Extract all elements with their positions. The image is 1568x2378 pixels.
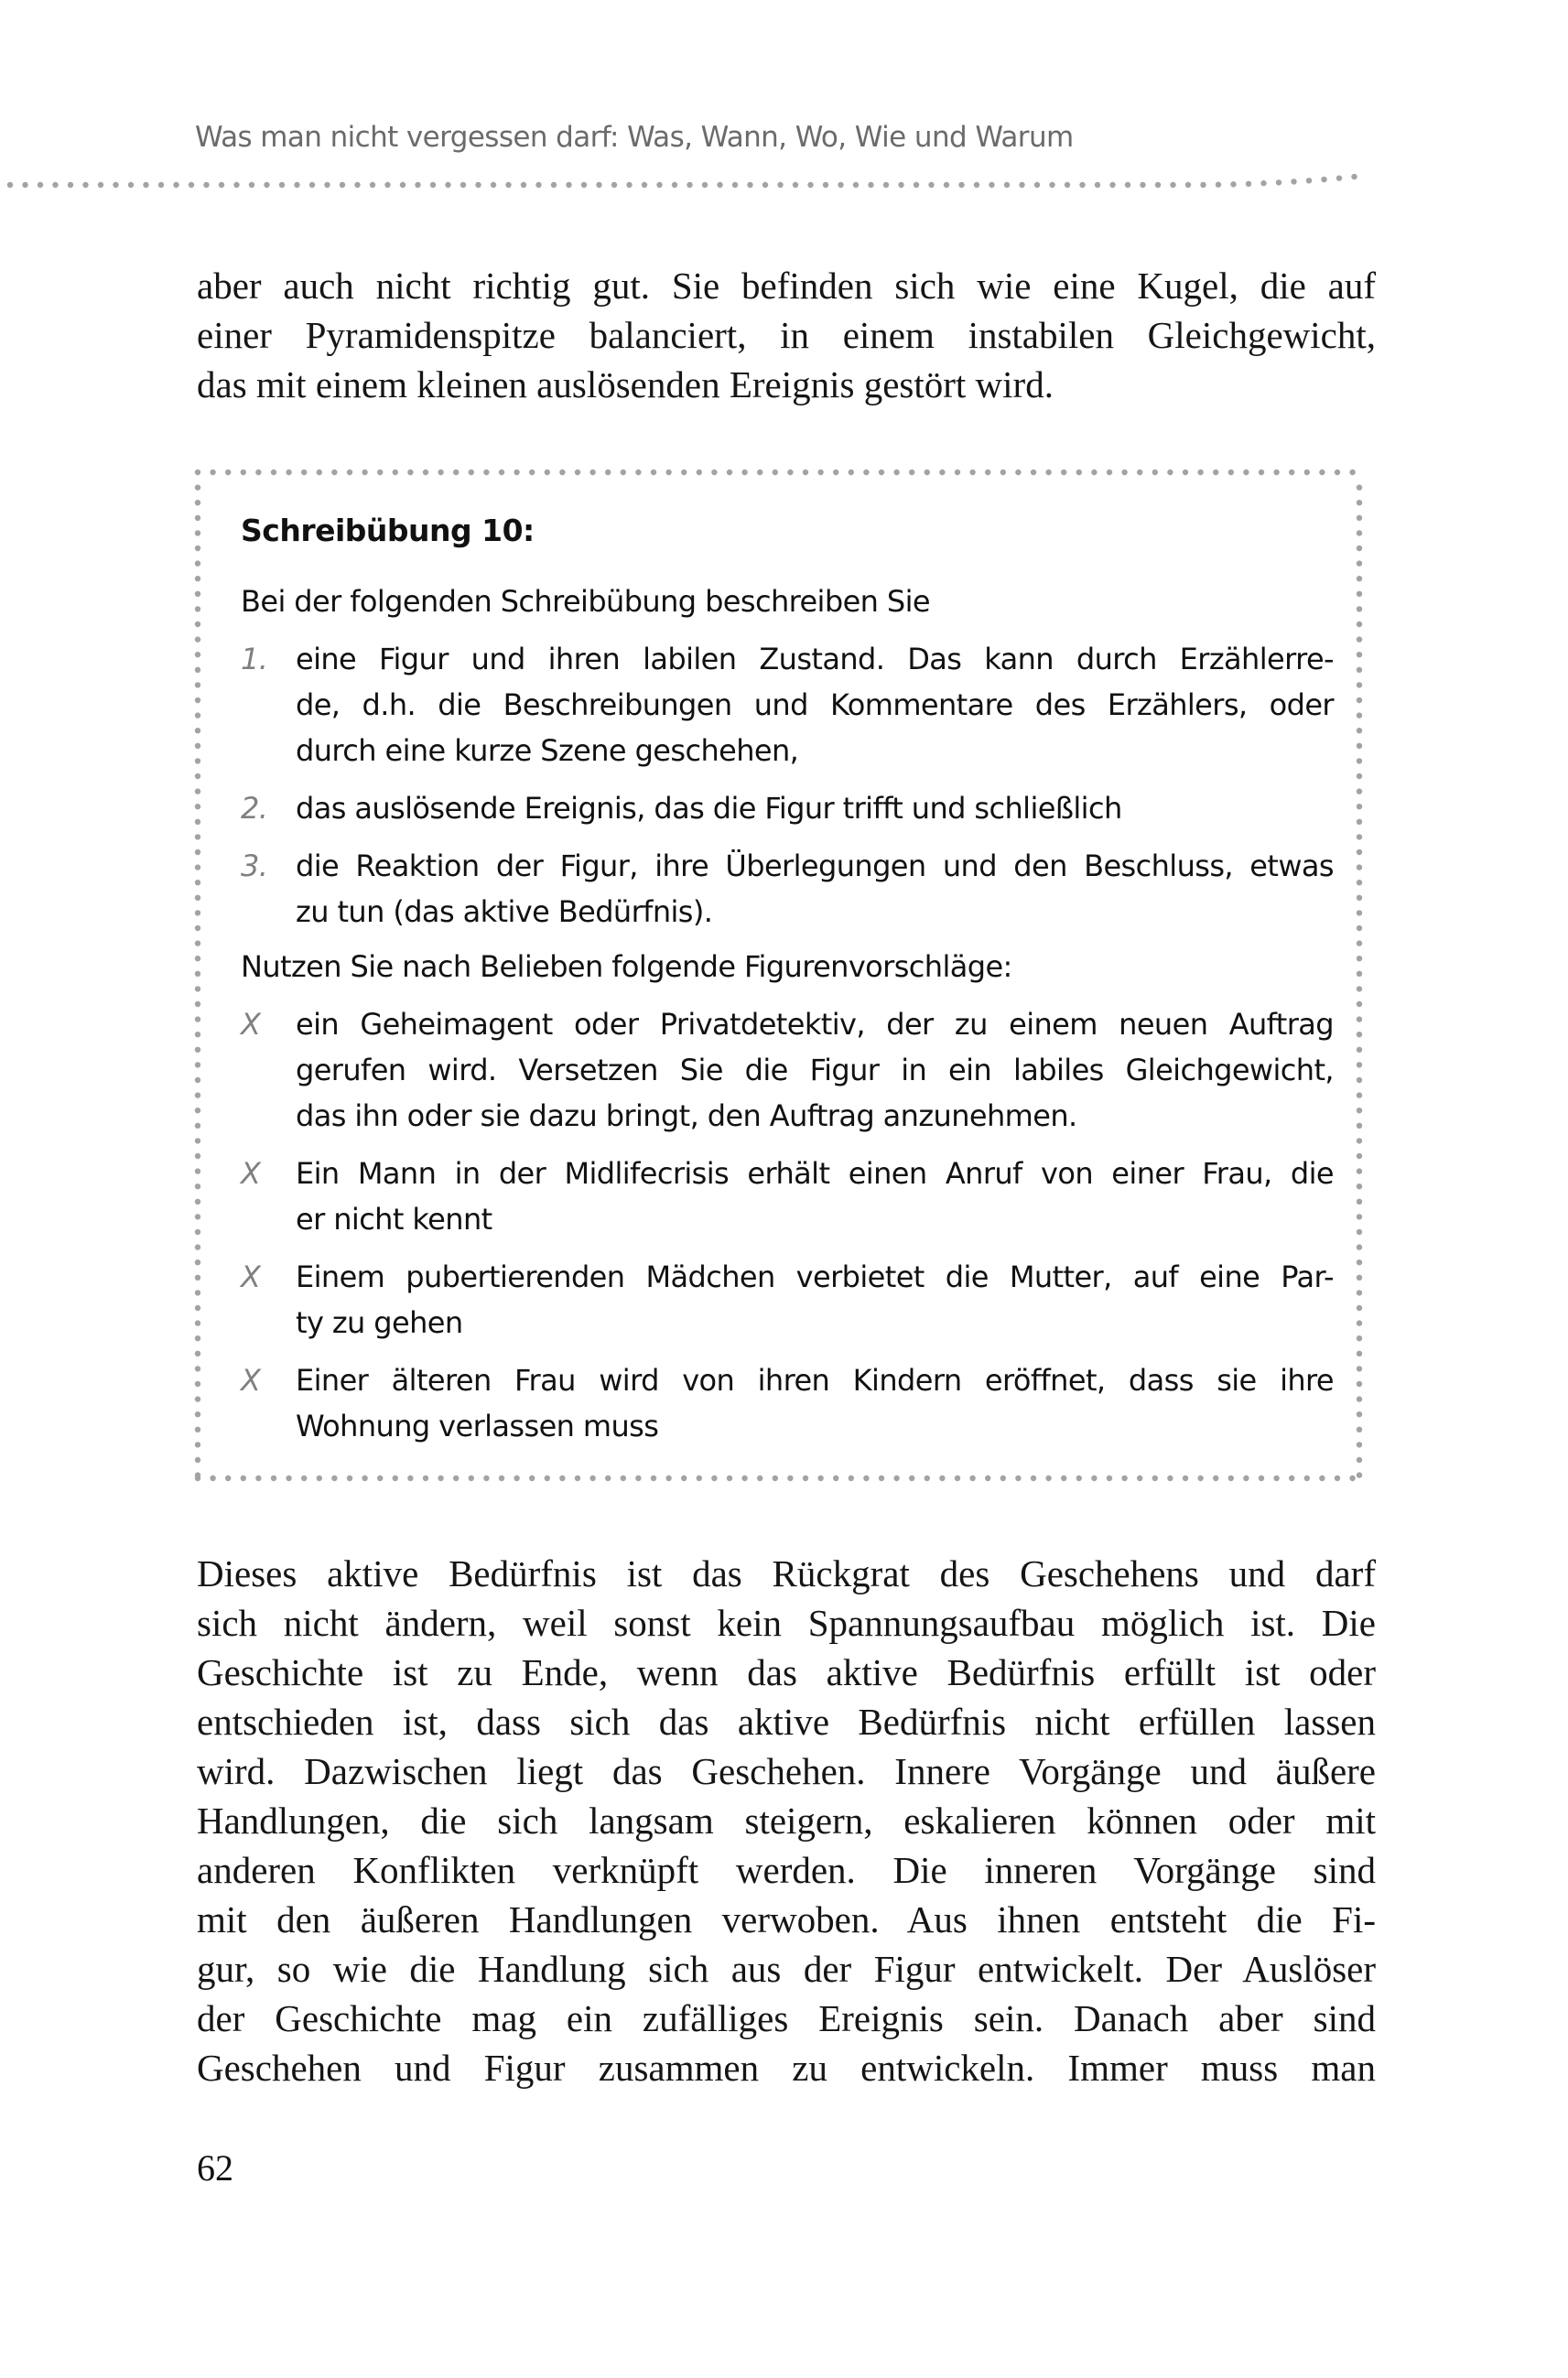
text-line: aber auch nicht richtig gut. Sie befinden sich wie eine Kugel, die auf	[197, 265, 1376, 307]
text-line: ein Geheimagent oder Privatdetektiv, der zu einem neuen Auftrag	[296, 1007, 1334, 1042]
text-line: einer Pyramidenspitze balanciert, in einem instabilen Gleichgewicht,	[197, 314, 1376, 356]
text-line: anderen Konflikten verknüpft werden. Die inneren Vorgänge sind	[197, 1849, 1376, 1891]
suggestion-item	[241, 1254, 1334, 1346]
text-line: Geschehen und Figur zusammen zu entwickeln. Immer muss man	[197, 2047, 1376, 2089]
cross-icon: X	[241, 1007, 261, 1042]
suggestion-item	[241, 1151, 1334, 1242]
numbered-item	[241, 785, 1334, 831]
text-line: das ihn oder sie dazu bringt, den Auftrag anzunehmen.	[296, 1098, 1077, 1133]
text-line: gur, so wie die Handlung sich aus der Figur entwickelt. Der Auslöser	[197, 1948, 1376, 1990]
text-line: Handlungen, die sich langsam steigern, eskalieren können oder mit	[197, 1800, 1376, 1842]
text-line: durch eine kurze Szene geschehen,	[296, 733, 799, 768]
header-dotted-rule	[0, 165, 1373, 192]
text-line: Wohnung verlassen muss	[296, 1409, 659, 1443]
text-line: Einem pubertierenden Mädchen verbietet die Mutter, auf eine Par-	[296, 1259, 1334, 1294]
running-header: Was man nicht vergessen darf: Was, Wann, Wo, Wie und Warum	[195, 121, 1074, 154]
number-marker: 2.	[241, 791, 268, 826]
cross-icon: X	[241, 1156, 261, 1191]
text-line: Geschichte ist zu Ende, wenn das aktive Bedürfnis erfüllt ist oder	[197, 1651, 1376, 1693]
text-line: die Reaktion der Figur, ihre Überlegungen und den Beschluss, etwas	[296, 849, 1334, 883]
text-line: eine Figur und ihren labilen Zustand. Das kann durch Erzählerre-	[296, 642, 1334, 676]
body-paragraph-1	[197, 261, 1376, 409]
text-line: Ein Mann in der Midlifecrisis erhält einen Anruf von einer Frau, die	[296, 1156, 1334, 1191]
number-marker: 1.	[241, 642, 268, 676]
suggestion-item	[241, 1357, 1334, 1449]
cross-icon: X	[241, 1259, 261, 1294]
text-line: wird. Dazwischen liegt das Geschehen. Innere Vorgänge und äußere	[197, 1750, 1376, 1792]
numbered-item	[241, 636, 1334, 773]
exercise-box	[194, 469, 1363, 1482]
exercise-intro: Bei der folgenden Schreibübung beschreiben Sie	[241, 584, 930, 619]
text-line: zu tun (das aktive Bedürfnis).	[296, 894, 713, 929]
text-line: der Geschichte mag ein zufälliges Ereignis sein. Danach aber sind	[197, 1997, 1376, 2039]
page-number: 62	[197, 2147, 233, 2189]
text-line: Dieses aktive Bedürfnis ist das Rückgrat des Geschehens und darf	[197, 1552, 1376, 1594]
text-line: entschieden ist, dass sich das aktive Bedürfnis nicht erfüllen lassen	[197, 1701, 1376, 1743]
cross-icon: X	[241, 1363, 261, 1398]
text-line: ty zu gehen	[296, 1305, 463, 1340]
text-line: mit den äußeren Handlungen verwoben. Aus ihnen entsteht die Fi-	[197, 1898, 1376, 1940]
text-line: de, d.h. die Beschreibungen und Kommentare des Erzählers, oder	[296, 687, 1334, 722]
numbered-item	[241, 843, 1334, 935]
text-line: das auslösende Ereignis, das die Figur trifft und schließlich	[296, 791, 1122, 826]
number-marker: 3.	[241, 849, 268, 883]
text-line: Einer älteren Frau wird von ihren Kindern eröffnet, dass sie ihre	[296, 1363, 1334, 1398]
text-line: das mit einem kleinen auslösenden Ereignis gestört wird.	[197, 363, 1054, 405]
text-line: gerufen wird. Versetzen Sie die Figur in ein labiles Gleichgewicht,	[296, 1053, 1334, 1087]
suggestions-intro: Nutzen Sie nach Belieben folgende Figurenvorschläge:	[241, 949, 1012, 984]
text-line: er nicht kennt	[296, 1202, 492, 1237]
text-line: sich nicht ändern, weil sonst kein Spannungsaufbau möglich ist. Die	[197, 1602, 1376, 1644]
exercise-title: Schreibübung 10:	[241, 513, 535, 548]
suggestion-item	[241, 1001, 1334, 1139]
body-paragraph-2	[197, 1549, 1376, 2092]
